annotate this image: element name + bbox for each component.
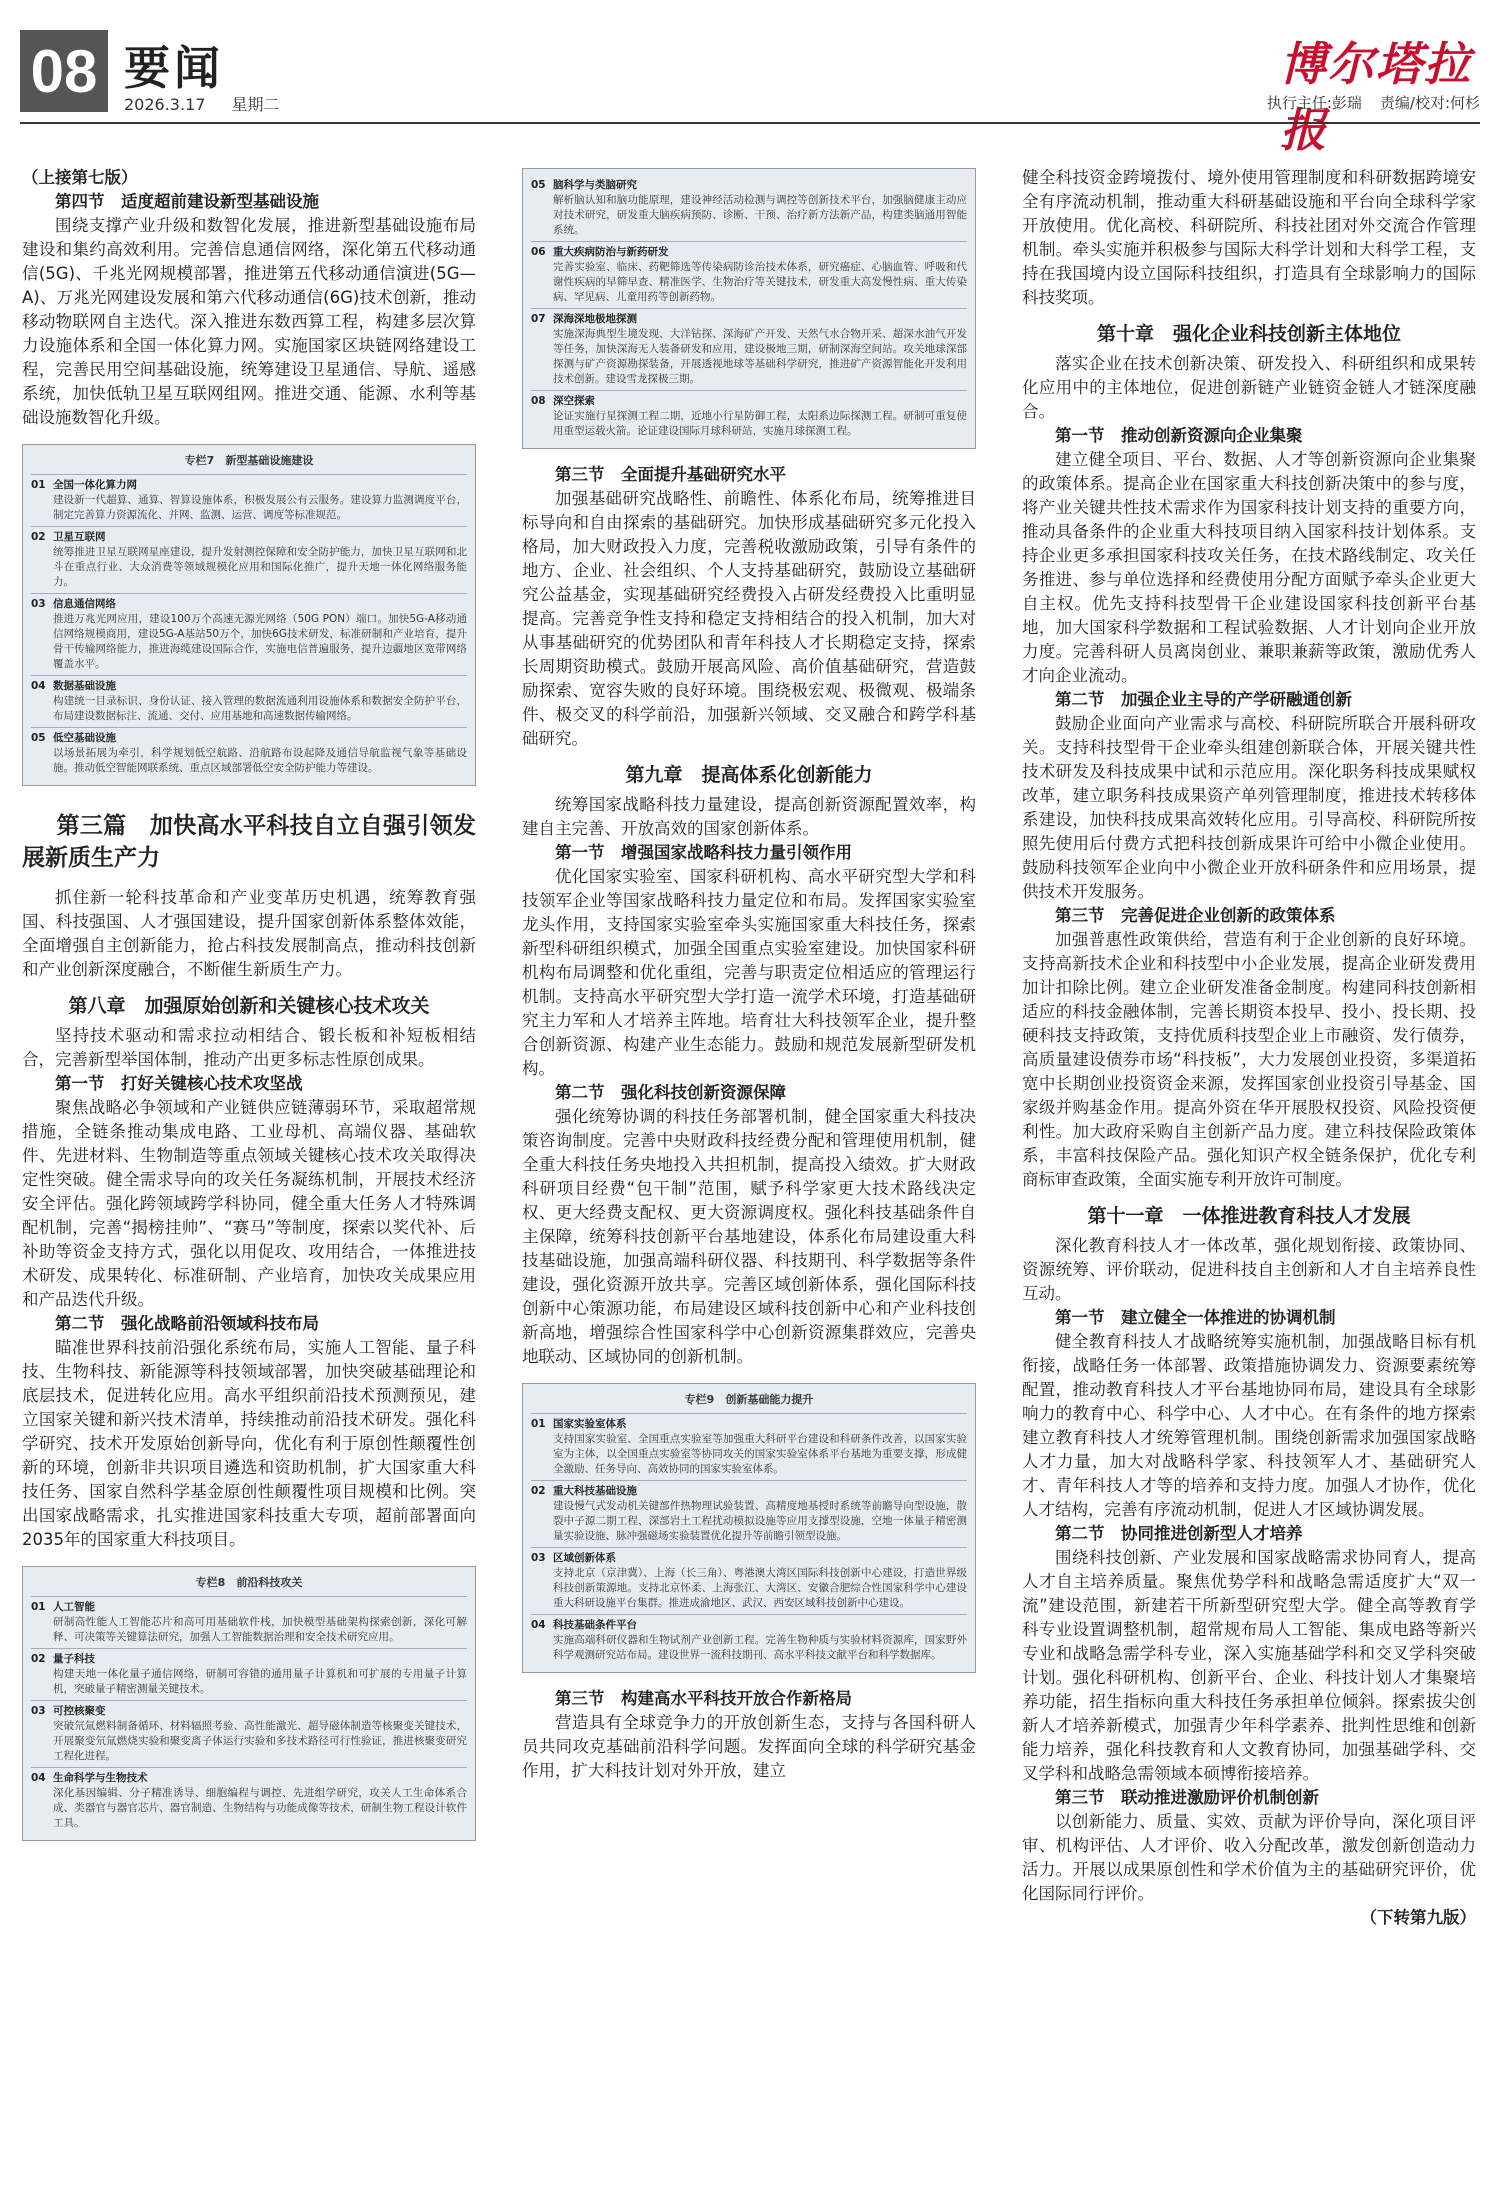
section-heading: 第二节 加强企业主导的产学研融通创新: [1055, 690, 1352, 709]
paragraph: 深化教育科技人才一体改革，强化规划衔接、政策协同、资源统筹、评价联动，促进科技自主创新和人才自主培养良性互动。: [1022, 1236, 1476, 1303]
column-2: [522, 168, 976, 1783]
column-1: [22, 166, 476, 1855]
section-heading: 第二节 强化科技创新资源保障: [555, 1083, 786, 1102]
box-item: 04 数据基础设施 构建统一目录标识、身份认证、接入管理的数据流通利用设施体系和数据安全防护平台，布局建设数据标注、流通、交付、应用基地和高速数据传输网络。: [31, 675, 467, 727]
date: 2026.3.17: [124, 95, 206, 114]
box-item: 01 全国一体化算力网 建设新一代超算、通算、智算设施体系，积极发展公有云服务。建设算力监测调度平台，制定完善算力资源流化、并网、监测、运营、调度等标准规范。: [31, 474, 467, 526]
box-title: 专栏8 前沿科技攻关: [195, 1576, 303, 1589]
box-item: 08 深空探索 论证实施行星探测工程二期，近地小行星防御工程，太阳系边际探测工程。研制可重复使用重型运载火箭。论证建设国际月球科研站，实施月球探测工程。: [531, 390, 967, 442]
section-heading: 第三节 构建高水平科技开放合作新格局: [555, 1689, 852, 1708]
box-item: 05 脑科学与类脑研究 解析脑认知和脑功能原理，建设神经活动检测与调控等创新技术平台，加强脑健康主动应对技术研究，研发重大脑疾病预防、诊断、干预、治疗新方法新产品，构建类脑通用智能系统。: [531, 179, 967, 236]
continued-from: （上接第七版）: [22, 168, 138, 187]
box-item: 07 深海深地极地探测 实施深海典型生境发现、大洋钻探、深海矿产开发、天然气水合物开采、超深水油气开发等任务，加快深海无人装备研发和应用，建设极地三期，研制深海空间站。攻关地球深部探测与矿产资源勘探装备，开展透视地球等基础科学研究，推进矿产资源智能化开发利用技术创新。建设雪龙探极三期。: [531, 308, 967, 390]
paragraph: 以创新能力、质量、实效、贡献为评价导向，深化项目评审、机构评估、人才评价、收入分配改革，激发创新创造动力活力。开展以成果原创性和学术价值为主的基础研究评价，优化国际同行评价。: [1022, 1812, 1476, 1903]
box-item: 02 卫星互联网 统筹推进卫星互联网星座建设，提升发射测控保障和安全防护能力，加快卫星互联网和北斗在重点行业、大众消费等领域规模化应用和国际化推广，提升天地一体化网络服务能力。: [31, 526, 467, 593]
box-item: 04 科技基础条件平台 实施高端科研仪器和生物试剂产业创新工程。完善生物种质与实验材料资源库，国家野外科学观测研究站布局。建设世界一流科技期刊、高水平科技文献平台和科学数据库。: [531, 1614, 967, 1666]
editor-credits: [1249, 92, 1480, 113]
box-title: 专栏9 创新基础能力提升: [684, 1393, 814, 1406]
paragraph: 鼓励企业面向产业需求与高校、科研院所联合开展科研攻关。支持科技型骨干企业牵头组建创新联合体，开展关键共性技术研发及科技成果中试和示范应用。深化职务科技成果赋权改革，建立职务科技成果资产单列管理制度，推进技术转移体系建设，加快科技成果高效转化应用。引导高校、科研院所按照先使用后付费方式把科技创新成果许可给中小微企业使用。鼓励科技领军企业向中小微企业开放科研条件和应用场景，提供技术开发服务。: [1022, 714, 1476, 901]
paragraph: 加强普惠性政策供给，营造有利于企业创新的良好环境。支持高新技术企业和科技型中小企业发展，提高企业研发费用加计扣除比例。建立企业研发准备金制度。构建同科技创新相适应的科技金融体制，完善长期资本投早、投小、投长期、投硬科技支持政策，支持优质科技型企业上市融资、发行债券，高质量建设债券市场“科技板”，大力发展创业投资，多渠道拓宽中长期创业投资资金来源，发挥国家创业投资引导基金、国家级并购基金作用。提高外资在华开展股权投资、风险投资便利性。加大政府采购自主创新产品力度。建立科技保险政策体系，丰富科技保险产品。强化知识产权全链条保护，优化专利商标审查政策，全面实施专利开放许可制度。: [1022, 930, 1476, 1189]
box-item: 03 信息通信网络 推进万兆光网应用，建设100万个高速无源光网络（50G PON）端口。加快5G-A移动通信网络规模商用，建设5G-A基站50万个，加快6G技术研发，标准研制和产业培育，提升骨干传输网络能力，推进海缆建设国际合作，实施电信普遍服务，提升边疆地区宽带网络覆盖水平。: [31, 593, 467, 675]
box-item: 01 国家实验室体系 支持国家实验室、全国重点实验室等加强重大科研平台建设和科研条件改善，以国家实验室为主体，以全国重点实验室等协同攻关的国家实验室体系平台基地为重要支撑，形成健全激励、任务导向、高效协同的国家实验室体系。: [531, 1413, 967, 1480]
paragraph: 优化国家实验室、国家科研机构、高水平研究型大学和科技领军企业等国家战略科技力量定位和布局。发挥国家实验室龙头作用，支持国家实验室牵头实施国家重大科技任务，探索新型科研组织模式，加强全国重点实验室建设。加快国家科研机构布局调整和优化重组，完善与职责定位相适应的管理运行机制。支持高水平研究型大学打造一流学术环境，打造基础研究主力军和人才培养主阵地。培育壮大科技领军企业，提升整合创新资源、构建产业生态能力。鼓励和规范发展新型研发机构。: [522, 867, 976, 1078]
paragraph: 健全科技资金跨境拨付、境外使用管理制度和科研数据跨境安全有序流动机制，推动重大科研基础设施和平台向全球科学家开放使用。优化高校、科研院所、科技社团对外交流合作管理机制。牵头实施并积极参与国际大科学计划和大科学工程，支持在我国境内设立国际科技组织，打造具有全球影响力的国际科技奖项。: [1022, 168, 1476, 307]
section-heading: 第三节 完善促进企业创新的政策体系: [1055, 906, 1336, 925]
executive-editor: 执行主任:彭瑞: [1266, 94, 1362, 112]
box-item: 02 量子科技 构建天地一体化量子通信网络，研制可容错的通用量子计算机和可扩展的专用量子计算机，突破量子精密测量关键技术。: [31, 1648, 467, 1700]
chapter-heading: 第十一章 一体推进教育科技人才发展: [1087, 1205, 1411, 1227]
section-heading: 第二节 协同推进创新型人才培养: [1055, 1524, 1303, 1543]
paragraph: 营造具有全球竞争力的开放创新生态，支持与各国科研人员共同攻克基础前沿科学问题。发挥面向全球的科学研究基金作用，扩大科技计划对外开放，建立: [522, 1713, 976, 1780]
paragraph: 瞄准世界科技前沿强化系统布局，实施人工智能、量子科技、生物科技、新能源等科技领域部署，加快突破基础理论和底层技术，促进转化应用。高水平组织前沿技术预测预见，建立国家关键和新兴技术清单，持续推动前沿技术研发。强化科学研究、技术开发原始创新导向，优化有利于原创性颠覆性创新的环境，创新非共识项目遴选和资助机制，扩大国家重大科技任务、国家自然科学基金原创性颠覆性项目规模和比例。突出国家战略需求，扎实推进国家科技重大专项，超前部署面向2035年的国家重大科技项目。: [22, 1338, 476, 1549]
section-title: 要闻: [124, 41, 224, 95]
section-heading: 第二节 强化战略前沿领域科技布局: [55, 1314, 319, 1333]
continued-to: （下转第九版）: [1360, 1908, 1476, 1927]
paragraph: 聚焦战略必争领域和产业链供应链薄弱环节，采取超常规措施，全链条推动集成电路、工业母机、高端仪器、基础软件、先进材料、生物制造等重点领域关键核心技术攻关取得决定性突破。健全需求导向的攻关任务凝练机制，开展技术经济安全评估。强化跨领域跨学科协同，健全重大任务人才特殊调配机制，完善“揭榜挂帅”、“赛马”等制度，探索以奖代补、后补助等资金支持方式，强化以用促攻、攻用结合，一体推进技术研发、成果转化、标准研制、产业培育，加快攻关成果应用和产品迭代升级。: [22, 1098, 476, 1309]
box-item: 03 可控核聚变 突破氘氚燃料制备循环、材料辐照考验、高性能激光、超导磁体制造等核聚变关键技术，开展聚变氘氚燃烧实验和聚变离子体运行实验和多技术路径可行性验证，推进核聚变研究工程化进程。: [31, 1700, 467, 1767]
paragraph: 围绕科技创新、产业发展和国家战略需求协同育人，提高人才自主培养质量。聚焦优势学科和战略急需适度扩大“双一流”建设范围，新建若干所新型研究型大学。健全高等教育学科专业设置调整机制，超常规布局人工智能、集成电路等新兴专业和战略急需学科专业，深入实施基础学科和交叉学科突破计划。强化科研机构、创新平台、企业、科技计划人才集聚培养功能，招生指标向重大科技任务承担单位倾斜。探索拔尖创新人才培养新模式，加强青少年科学素养、批判性思维和创新能力培养，强化科技教育和人文教育协同，加强基础学科、交叉学科和战略急需领域本硕博衔接培养。: [1022, 1548, 1476, 1783]
sidebar-box-continued: [522, 168, 976, 449]
newspaper-logo: 博尔塔拉报: [1280, 37, 1472, 157]
section-heading: 第一节 推动创新资源向企业集聚: [1055, 426, 1303, 445]
column-3: [1022, 166, 1476, 1930]
paragraph: 抓住新一轮科技革命和产业变革历史机遇，统筹教育强国、科技强国、人才强国建设，提升国家创新体系整体效能，全面增强自主创新能力，抢占科技发展制高点，推动科技创新和产业创新深度融合，不断催生新质生产力。: [22, 888, 476, 979]
box-title: 专栏7 新型基础设施建设: [184, 454, 314, 467]
section-heading: 第一节 增强国家战略科技力量引领作用: [555, 843, 852, 862]
part-heading: 第三篇 加快高水平科技自立自强引领发展新质生产力: [22, 813, 476, 871]
section-heading: 第四节 适度超前建设新型基础设施: [55, 192, 319, 211]
box-item: 01 人工智能 研制高性能人工智能芯片和高可用基础软件栈，加快模型基础架构探索创新，深化可解释、可决策等关键算法研究，加强人工智能数据治理和安全技术研究应用。: [31, 1596, 467, 1648]
section-heading: 第三节 联动推进激励评价机制创新: [1055, 1788, 1319, 1807]
paragraph: 健全教育科技人才战略统筹实施机制，加强战略目标有机衔接，战略任务一体部署、政策措施协调发力、资源要素统筹配置，推动教育科技人才平台基地协同布局，建设具有全球影响力的教育中心、科学中心、人才中心。在有条件的地方探索建立教育科技人才统筹管理机制。围绕创新需求加强国家战略人才力量，加大对战略科学家、科技领军人才、基础研究人才、青年科技人才等的培养和支持力度。加强人才协作，优化人才结构，完善有序流动机制，促进人才区域协调发展。: [1022, 1332, 1476, 1519]
sidebar-box-7: [22, 444, 476, 786]
box-item: 06 重大疾病防治与新药研发 完善实验室、临床、药靶筛选等传染病防诊治技术体系，研究癌症、心脑血管、呼吸和代谢性疾病的早筛早查、精准医学、生物治疗等关键技术，研发重大高发慢性病、重大传染病、罕见病、儿童用药等创新药物。: [531, 241, 967, 308]
paragraph: 落实企业在技术创新决策、研发投入、科研组织和成果转化应用中的主体地位，促进创新链产业链资金链人才链深度融合。: [1022, 354, 1476, 421]
sidebar-box-8: [22, 1566, 476, 1841]
paragraph: 强化统筹协调的科技任务部署机制，健全国家重大科技决策咨询制度。完善中央财政科技经费分配和管理使用机制，健全重大科技任务央地投入共担机制，提高投入绩效。扩大财政科研项目经费“包干制”范围，赋予科学家更大技术路线决定权、更大经费支配权、更大资源调度权。强化科技基础条件自主保障，统筹科技创新平台基地建设，体系化布局建设重大科技基础设施，加强高端科研仪器、科技期刊、科学数据等条件建设，强化资源开放共享。完善区域创新体系，强化国际科技创新中心策源功能，布局建设区域科技创新中心和产业科技创新高地，增强综合性国家科学中心创新资源集群效应，完善央地联动、区域协同的创新机制。: [522, 1107, 976, 1366]
editor: 责编/校对:何杉: [1379, 94, 1480, 112]
issue-date: [124, 92, 305, 115]
box-item: 05 低空基础设施 以场景拓展为牵引，科学规划低空航路、沿航路布设起降及通信导航监视气象等基础设施。推动低空智能网联系统、重点区域部署低空安全防护能力等建设。: [31, 727, 467, 779]
paragraph: 建立健全项目、平台、数据、人才等创新资源向企业集聚的政策体系。提高企业在国家重大科技创新决策中的参与度，将产业关键共性技术需求作为国家科技计划支持的重要方向，推动具备条件的企业重大科技项目纳入国家科技计划体系。支持企业更多承担国家科技攻关任务，在技术路线制定、攻关任务推进、参与单位选择和经费使用分配方面赋予牵头企业更大自主权。优先支持科技型骨干企业建设国家科技创新平台基地，加大国家科学数据和工程试验数据、人才计划向企业开放力度。完善科研人员离岗创业、兼职兼薪等政策，激励优秀人才向企业流动。: [1022, 450, 1476, 685]
box-item: 04 生命科学与生物技术 深化基因编辑、分子精准诱导、细胞编程与调控、先进组学研究，攻关人工生命体系合成、类器官与器官芯片、器官制造、生物结构与功能成像等技术，研制生物工程设计软件工具。: [31, 1767, 467, 1834]
paragraph: 统筹国家战略科技力量建设，提高创新资源配置效率，构建自主完善、开放高效的国家创新体系。: [522, 795, 976, 838]
section-heading: 第一节 打好关键核心技术攻坚战: [55, 1074, 303, 1093]
weekday: 星期二: [231, 95, 280, 114]
paragraph: 围绕支撑产业升级和数智化发展，推进新型基础设施布局建设和集约高效利用。完善信息通信网络，深化第五代移动通信(5G)、千兆光网规模部署，推进第五代移动通信演进(5G—A)、万兆光网建设发展和第六代移动通信(6G)技术创新，推动移动物联网自主迭代。深入推进东数西算工程，构建多层次算力设施体系和全国一体化算力网。实施国家区块链网络建设工程，完善民用空间基础设施，统筹建设卫星通信、导航、遥感系统，加快低轨卫星互联网组网。推进交通、能源、水利等基础设施数智化升级。: [22, 216, 476, 427]
section-heading: 第一节 建立健全一体推进的协调机制: [1055, 1308, 1336, 1327]
chapter-heading: 第九章 提高体系化创新能力: [625, 764, 873, 786]
box-item: 02 重大科技基础设施 建设慢气式发动机关键部件热物理试验装置、高精度地基授时系统等前瞻导向型设施，散裂中子源二期工程、深部岩土工程扰动模拟设施等应用支撑型设施，空地一体量子精密测量实验设施、脉冲强磁场实验装置优化提升等前瞻引领型设施。: [531, 1480, 967, 1547]
paragraph: 加强基础研究战略性、前瞻性、体系化布局，统筹推进目标导向和自由探索的基础研究。加快形成基础研究多元化投入格局，加大财政投入力度，完善税收激励政策，引导有条件的地方、企业、社会组织、个人支持基础研究，鼓励设立基础研究公益基金，实现基础研究经费投入占研发经费投入比重明显提高。完善竞争性支持和稳定支持相结合的投入机制，加大对从事基础研究的优势团队和青年科技人才长期稳定支持，探索长周期资助模式。鼓励开展高风险、高价值基础研究，营造鼓励探索、宽容失败的良好环境。围绕极宏观、极微观、极端条件、极交叉的科学前沿，加强新兴领域、交叉融合和跨学科基础研究。: [522, 489, 976, 748]
box-item: 03 区域创新体系 支持北京（京津冀）、上海（长三角）、粤港澳大湾区国际科技创新中心建设，打造世界级科技创新策源地。支持北京怀柔、上海张江、大湾区、安徽合肥综合性国家科学中心建设重大科研设施平台集群。推进成渝地区、武汉、西安区域科技创新中心建设。: [531, 1547, 967, 1614]
page-number: 08: [20, 30, 108, 112]
sidebar-box-9: [522, 1383, 976, 1673]
chapter-heading: 第八章 加强原始创新和关键核心技术攻关: [68, 995, 430, 1017]
paragraph: 坚持技术驱动和需求拉动相结合、锻长板和补短板相结合，完善新型举国体制，推动产出更多标志性原创成果。: [22, 1026, 476, 1069]
header-divider: [20, 122, 1480, 124]
chapter-heading: 第十章 强化企业科技创新主体地位: [1096, 323, 1401, 345]
section-heading: 第三节 全面提升基础研究水平: [555, 465, 786, 484]
